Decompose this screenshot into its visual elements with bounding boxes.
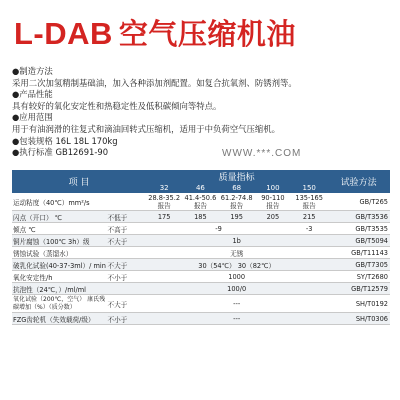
row-condition: 不小于 [106,313,146,325]
row-value: 无锈 [230,249,244,258]
row-name: 运动粘度（40℃）mm²/s [13,198,90,207]
section-standard: ●执行标准 GB12691-90 [12,147,109,158]
header-item: 项 目 [12,170,146,193]
row-name: 氧化试验（200℃，空气） 康氏残碳增加（%）（质分数） [13,296,106,311]
table-row [12,223,390,235]
row-name: 铜片腐蚀（100℃ 3h）级 [12,235,106,247]
row-condition: 不大于 [107,300,128,309]
row-value: --- [146,313,327,325]
section-application-heading: ●应用范围 [12,112,53,123]
row-name: 抗泡性（24℃，）/ml/ml [12,283,106,295]
row-value: 1b [146,235,327,247]
row-value: 30（54℃） 30（82℃） [146,259,327,271]
product-title [14,18,296,49]
row-value: 100/0 [146,283,327,295]
table-row [12,211,390,223]
row-value: 90-110 报告 [261,193,285,210]
grade-header: 46 [182,183,218,193]
row-value: 1000 [228,272,246,281]
grade-header: 150 [291,183,327,193]
table-row [12,283,390,295]
row-method: GB/T265 [359,197,388,206]
row-value: -3 [305,224,313,233]
row-value: -9 [215,224,222,233]
row-value: 185 [182,211,218,223]
row-condition: 不高于 [107,225,128,234]
grade-header: 100 [255,183,291,193]
table-row [12,193,390,211]
row-condition [106,247,146,259]
table-row [12,295,390,313]
row-value: 195 [219,211,255,223]
section-performance-heading: ●产品性能 [12,89,53,100]
row-value: 175 [146,211,182,223]
row-condition [106,193,146,211]
row-value: 28.8-35.2 报告 [148,193,181,210]
row-value: 205 [255,211,291,223]
row-method: SH/T0192 [355,299,388,308]
row-value: 215 [291,211,327,223]
section-application-text: 用于有油润滑的往复式和滴油回转式压缩机，适用于中负荷空气压缩机。 [12,123,280,134]
row-value: --- [233,299,241,308]
section-manufacturing-heading: ●制造方法 [12,66,53,76]
title-chinese: 空气压缩机油 [118,17,296,51]
table-row [12,313,390,325]
section-manufacturing-text: 采用二次加氢精制基础油，加入各种添加剂配置。如复合抗氧剂、防锈剂等。 [12,77,297,88]
section-packaging: ●包装规格 16L 18L 170kg [12,135,118,146]
table-row [12,235,390,247]
row-method: GB/T3535 [355,224,388,233]
product-description [12,66,392,159]
row-name: FZG齿轮机（失效载荷/级） [12,313,106,325]
table-row [12,247,390,259]
spec-table [12,170,390,325]
row-method: SY/T2680 [356,272,388,281]
row-condition: 不低于 [106,211,146,223]
row-value: 135-165 报告 [295,193,323,210]
row-name: 氧化安定性/h [13,273,53,282]
header-test-method: 试验方法 [327,170,390,193]
row-condition: 不大于 [106,235,146,247]
row-method: SH/T0306 [327,313,390,325]
row-condition [106,283,146,295]
grade-header: 68 [219,183,255,193]
row-value: 61.2-74.8 报告 [220,193,253,210]
row-condition: 不小于 [107,273,128,282]
row-method: GB/T12579 [327,283,390,295]
row-name: 倾点 ℃ [13,225,36,234]
row-name: 锈蚀试验（蒸馏水） [13,249,73,258]
grade-header: 32 [146,183,182,193]
watermark: WWW.***.COM [222,148,302,159]
table-row [12,271,390,283]
row-name: 闪点（开口） ℃ [12,211,106,223]
row-value: 41.4-50.6 报告 [184,193,217,210]
row-method: GB/T7305 [327,259,390,271]
row-method: GB/T3536 [327,211,390,223]
title-latin: L-DAB [14,16,113,51]
row-method: GB/T5094 [327,235,390,247]
section-performance-text: 具有较好的氧化安定性和热稳定性及低积碳倾向等特点。 [12,100,222,111]
table-row [12,259,390,271]
header-quality: 质量指标 [146,170,327,183]
row-name: 破乳化试验(40-37-3ml）/ min [12,259,106,271]
row-condition: 不大于 [106,259,146,271]
row-method: GB/T11143 [351,248,388,257]
